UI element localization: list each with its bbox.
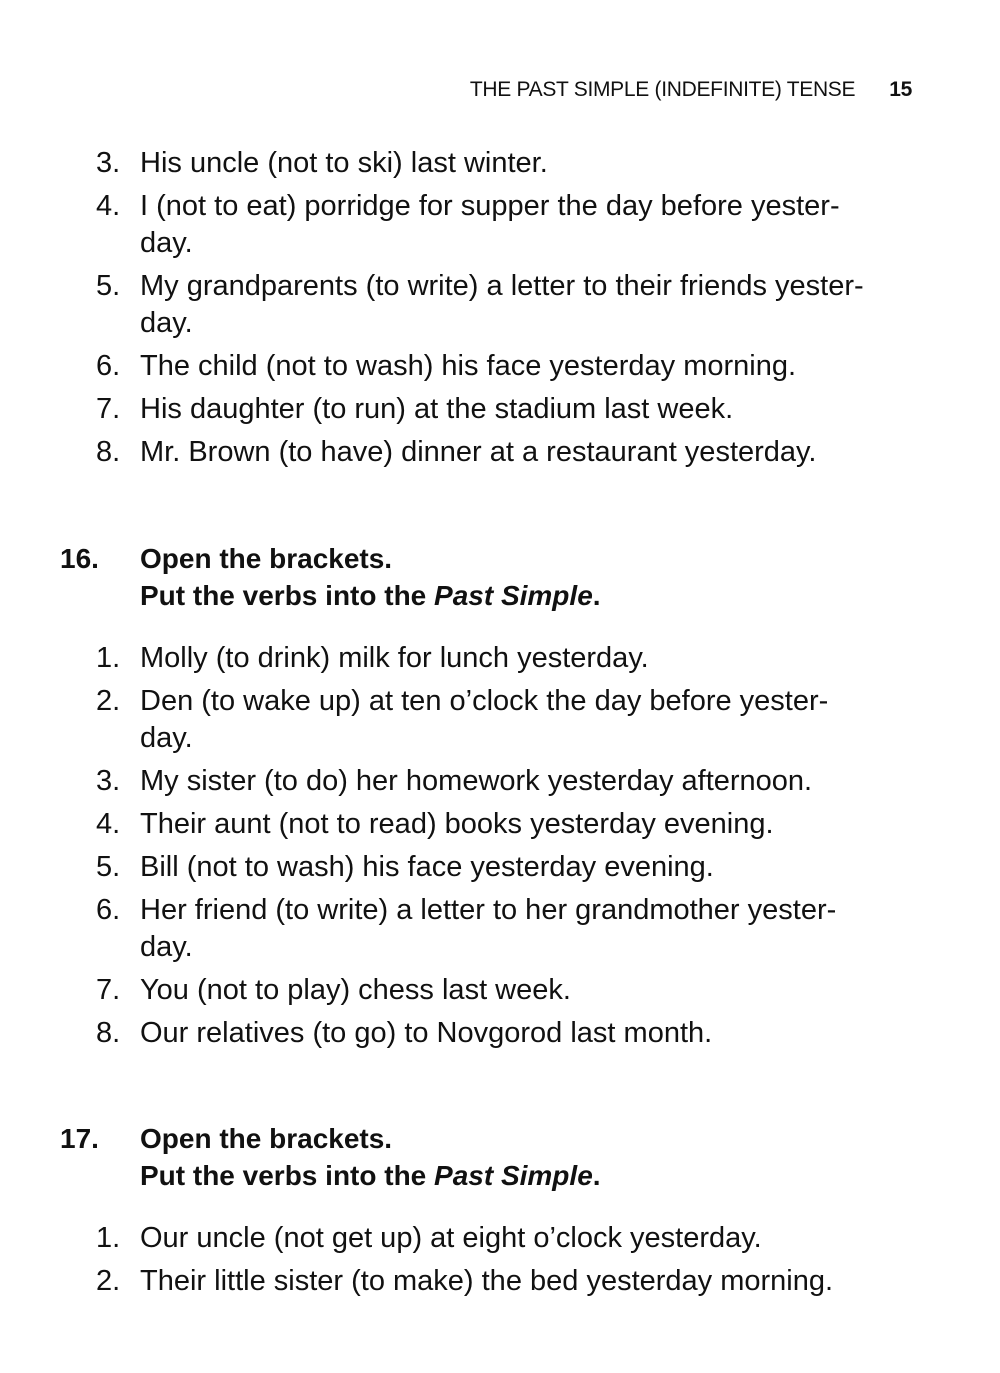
item-number: 8. (96, 436, 121, 468)
item-text: Bill (not to wash) his face yesterday evening. (140, 851, 714, 883)
list-item (0, 892, 1000, 966)
instruction-text: Put the verbs into the (140, 1160, 435, 1191)
list-item (0, 849, 1000, 886)
item-number: 1. (96, 1222, 121, 1254)
item-text: Molly (to drink) milk for lunch yesterday. (140, 642, 649, 674)
list-item (0, 434, 1000, 471)
exercise-instruction-line2 (140, 577, 940, 614)
item-text: I (not to eat) porridge for supper the day before yester- day. (140, 190, 840, 259)
exercise-instruction-line2 (140, 1157, 940, 1194)
list-item (0, 391, 1000, 428)
item-number: 4. (96, 808, 121, 840)
item-number: 3. (96, 147, 121, 179)
list-item (0, 145, 1000, 182)
item-text: His daughter (to run) at the stadium last week. (140, 393, 734, 425)
instruction-period: . (592, 580, 601, 611)
item-text: Our uncle (not get up) at eight o’clock yesterday. (140, 1222, 762, 1254)
list-item (0, 1220, 1000, 1257)
item-text: My sister (to do) her homework yesterday afternoon. (140, 765, 813, 797)
item-number: 5. (96, 851, 121, 883)
list-item (0, 640, 1000, 677)
item-text: Den (to wake up) at ten o’clock the day before yester- day. (140, 685, 829, 754)
exercise-17-list (0, 1220, 1000, 1306)
item-number: 4. (96, 190, 121, 222)
list-item (0, 188, 1000, 262)
running-head (470, 78, 912, 102)
exercise-16-list (0, 640, 1000, 1058)
instruction-emphasis: Past Simple (434, 1160, 593, 1191)
item-text: Mr. Brown (to have) dinner at a restaurant yesterday. (140, 436, 817, 468)
item-text: Her friend (to write) a letter to her grandmother yester- day. (140, 894, 837, 963)
instruction-period: . (592, 1160, 601, 1191)
item-number: 7. (96, 974, 121, 1006)
item-text: The child (not to wash) his face yesterday morning. (140, 350, 797, 382)
list-item (0, 806, 1000, 843)
list-item (0, 972, 1000, 1009)
exercise-instruction-line1: Open the brackets. (140, 543, 393, 574)
item-number: 7. (96, 393, 121, 425)
item-number: 8. (96, 1017, 121, 1049)
exercise-instruction-line1: Open the brackets. (140, 1123, 393, 1154)
item-text: Our relatives (to go) to Novgorod last month. (140, 1017, 713, 1049)
instruction-text: Put the verbs into the (140, 580, 435, 611)
item-number: 2. (96, 685, 121, 717)
instruction-emphasis: Past Simple (434, 580, 593, 611)
item-text: My grandparents (to write) a letter to their friends yester- day. (140, 270, 864, 339)
list-item (0, 1015, 1000, 1052)
list-item (0, 683, 1000, 757)
item-number: 6. (96, 894, 121, 926)
running-title: THE PAST SIMPLE (INDEFINITE) TENSE (469, 78, 856, 101)
item-number: 2. (96, 1265, 121, 1297)
item-number: 1. (96, 642, 121, 674)
exercise-number: 16. (60, 543, 99, 574)
item-text: His uncle (not to ski) last winter. (140, 147, 548, 179)
list-item (0, 348, 1000, 385)
list-item (0, 1263, 1000, 1300)
list-item (0, 763, 1000, 800)
exercise-15-list-continued (0, 145, 1000, 477)
exercise-number: 17. (60, 1123, 99, 1154)
item-text: Their aunt (not to read) books yesterday evening. (140, 808, 774, 840)
item-number: 3. (96, 765, 121, 797)
item-number: 6. (96, 350, 121, 382)
item-number: 5. (96, 270, 121, 302)
list-item (0, 268, 1000, 342)
item-text: Their little sister (to make) the bed yesterday morning. (140, 1265, 834, 1297)
item-text: You (not to play) chess last week. (140, 974, 571, 1006)
page-number: 15 (889, 78, 912, 101)
